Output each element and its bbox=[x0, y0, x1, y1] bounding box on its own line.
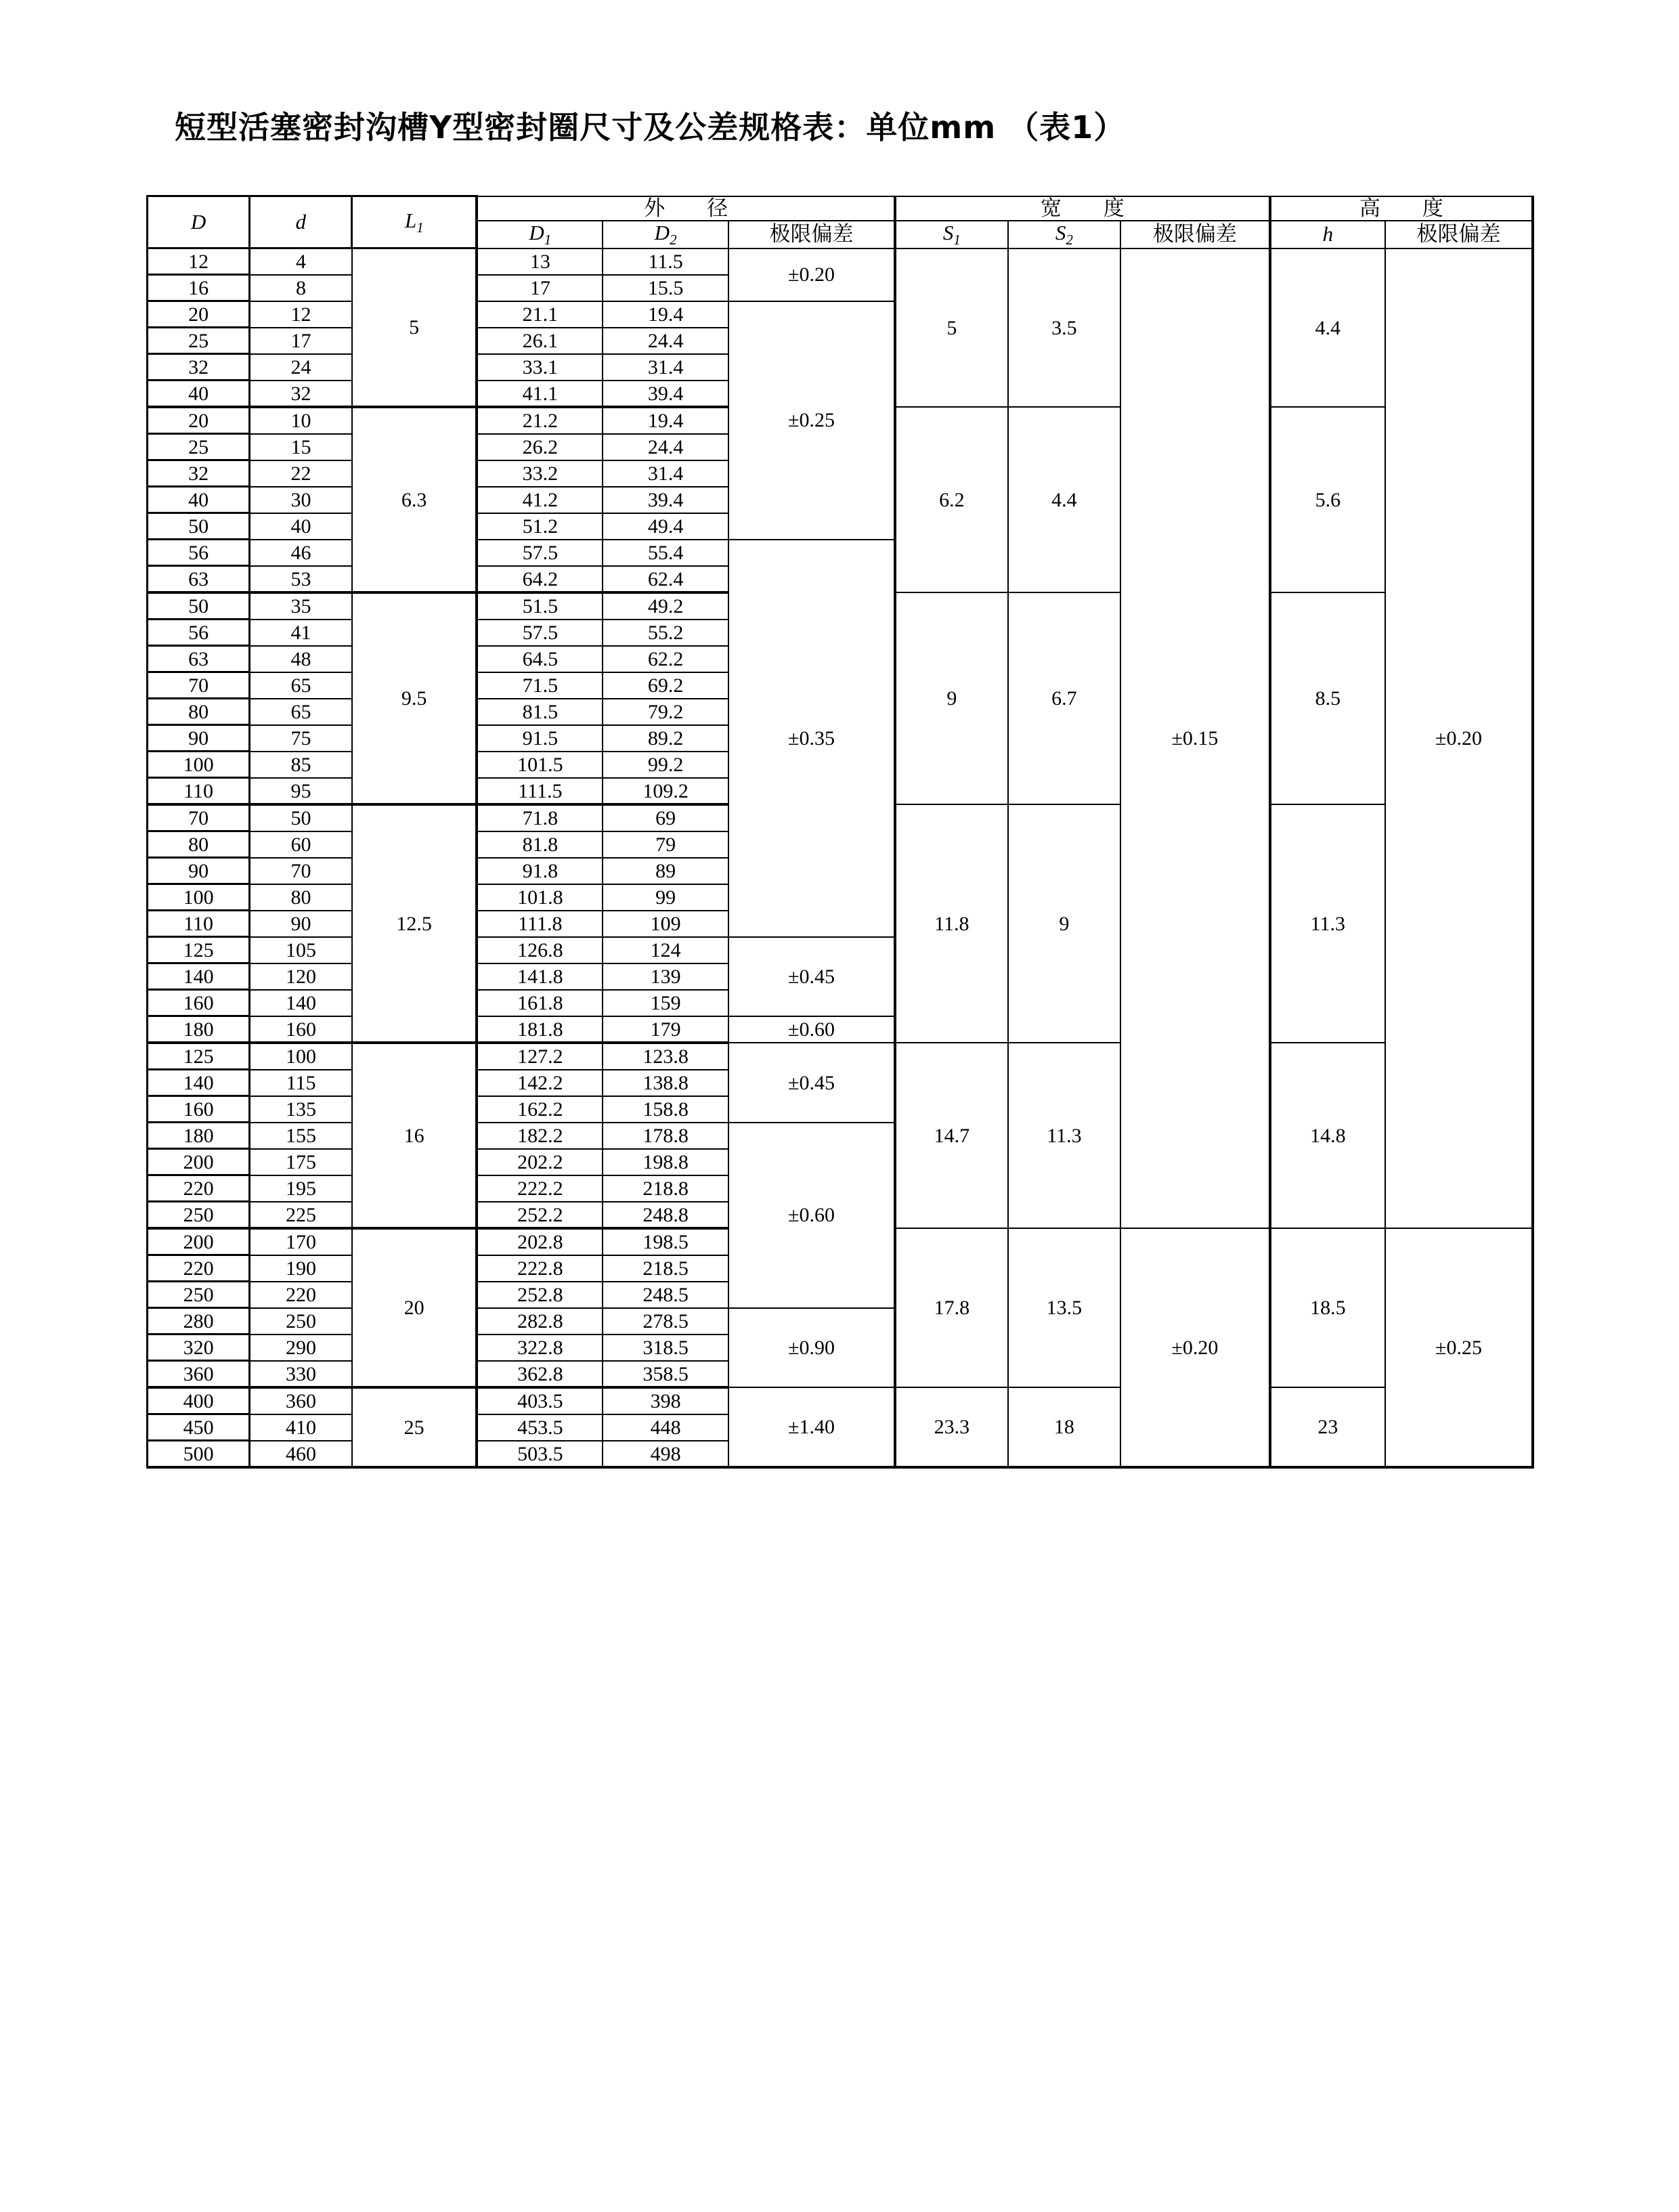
cell-D: 160 bbox=[148, 990, 250, 1016]
cell-D: 450 bbox=[148, 1414, 250, 1441]
cell-L1: 25 bbox=[352, 1387, 477, 1467]
cell-d: 15 bbox=[250, 434, 352, 460]
cell-D: 360 bbox=[148, 1361, 250, 1388]
cell-d: 35 bbox=[250, 592, 352, 620]
cell-S2: 9 bbox=[1008, 804, 1121, 1043]
cell-D2: 89.2 bbox=[603, 725, 728, 752]
cell-D: 63 bbox=[148, 646, 250, 672]
cell-D1: 362.8 bbox=[477, 1361, 603, 1388]
cell-d: 41 bbox=[250, 620, 352, 646]
cell-d: 95 bbox=[250, 778, 352, 805]
cell-D2: 31.4 bbox=[603, 460, 728, 487]
cell-D2: 55.4 bbox=[603, 540, 728, 566]
cell-S1: 14.7 bbox=[895, 1043, 1008, 1228]
cell-d: 105 bbox=[250, 937, 352, 963]
cell-d: 195 bbox=[250, 1175, 352, 1202]
cell-D2: 62.4 bbox=[603, 566, 728, 593]
cell-D: 40 bbox=[148, 487, 250, 513]
cell-tolerance-od: ±0.45 bbox=[728, 1043, 895, 1123]
cell-h: 4.4 bbox=[1270, 248, 1385, 408]
cell-D1: 57.5 bbox=[477, 540, 603, 566]
header-group-outer-diameter: 外 径 bbox=[477, 196, 895, 221]
cell-D1: 403.5 bbox=[477, 1387, 603, 1414]
cell-d: 155 bbox=[250, 1123, 352, 1149]
cell-d: 75 bbox=[250, 725, 352, 752]
cell-D: 56 bbox=[148, 540, 250, 566]
cell-D2: 448 bbox=[603, 1414, 728, 1441]
cell-D1: 453.5 bbox=[477, 1414, 603, 1441]
cell-D1: 252.8 bbox=[477, 1282, 603, 1308]
table-row bbox=[148, 248, 1533, 275]
cell-D2: 19.4 bbox=[603, 301, 728, 328]
header-col-D2: $D_2$ bbox=[603, 221, 728, 248]
cell-D: 180 bbox=[148, 1123, 250, 1149]
cell-D1: 161.8 bbox=[477, 990, 603, 1016]
header-col-tolerance-width: 极限偏差 bbox=[1120, 221, 1269, 248]
cell-d: 220 bbox=[250, 1282, 352, 1308]
cell-D1: 202.8 bbox=[477, 1228, 603, 1255]
cell-D1: 141.8 bbox=[477, 963, 603, 990]
cell-D2: 159 bbox=[603, 990, 728, 1016]
cell-tolerance-od: ±0.90 bbox=[728, 1308, 895, 1388]
cell-D2: 11.5 bbox=[603, 248, 728, 275]
cell-D: 90 bbox=[148, 725, 250, 752]
cell-D2: 158.8 bbox=[603, 1096, 728, 1123]
cell-D2: 318.5 bbox=[603, 1335, 728, 1361]
cell-D1: 13 bbox=[477, 248, 603, 275]
cell-d: 170 bbox=[250, 1228, 352, 1255]
header-col-tolerance-height: 极限偏差 bbox=[1385, 221, 1533, 248]
cell-D: 90 bbox=[148, 858, 250, 884]
cell-D2: 179 bbox=[603, 1016, 728, 1043]
cell-L1: 12.5 bbox=[352, 804, 477, 1043]
cell-d: 53 bbox=[250, 566, 352, 593]
header-col-D1: $D_1$ bbox=[477, 221, 603, 248]
cell-D: 280 bbox=[148, 1308, 250, 1335]
cell-d: 22 bbox=[250, 460, 352, 487]
cell-D2: 19.4 bbox=[603, 407, 728, 434]
cell-D2: 198.8 bbox=[603, 1149, 728, 1175]
cell-d: 46 bbox=[250, 540, 352, 566]
cell-d: 4 bbox=[250, 248, 352, 275]
cell-D2: 39.4 bbox=[603, 381, 728, 408]
cell-D: 110 bbox=[148, 778, 250, 805]
cell-D1: 182.2 bbox=[477, 1123, 603, 1149]
cell-D: 80 bbox=[148, 831, 250, 858]
cell-D: 16 bbox=[148, 275, 250, 301]
cell-D2: 49.4 bbox=[603, 513, 728, 540]
cell-D2: 49.2 bbox=[603, 592, 728, 620]
cell-d: 8 bbox=[250, 275, 352, 301]
cell-D1: 26.1 bbox=[477, 328, 603, 354]
table-body bbox=[148, 248, 1533, 1468]
cell-tolerance-height: ±0.20 bbox=[1385, 248, 1533, 1229]
cell-D2: 124 bbox=[603, 937, 728, 963]
cell-d: 175 bbox=[250, 1149, 352, 1175]
cell-tolerance-od: ±0.60 bbox=[728, 1016, 895, 1043]
cell-d: 460 bbox=[250, 1441, 352, 1468]
cell-D1: 81.5 bbox=[477, 699, 603, 725]
cell-h: 23 bbox=[1270, 1387, 1385, 1467]
cell-h: 18.5 bbox=[1270, 1228, 1385, 1387]
cell-L1: 6.3 bbox=[352, 407, 477, 592]
cell-d: 90 bbox=[250, 911, 352, 937]
cell-D: 220 bbox=[148, 1255, 250, 1282]
header-col-d: d bbox=[250, 196, 352, 248]
cell-D2: 248.8 bbox=[603, 1202, 728, 1229]
cell-tolerance-width: ±0.20 bbox=[1120, 1228, 1269, 1467]
cell-D1: 91.8 bbox=[477, 858, 603, 884]
cell-D2: 138.8 bbox=[603, 1070, 728, 1096]
cell-d: 190 bbox=[250, 1255, 352, 1282]
cell-d: 410 bbox=[250, 1414, 352, 1441]
cell-d: 250 bbox=[250, 1308, 352, 1335]
cell-d: 85 bbox=[250, 752, 352, 778]
cell-D2: 109.2 bbox=[603, 778, 728, 805]
cell-D: 12 bbox=[148, 248, 250, 275]
cell-tolerance-width: ±0.15 bbox=[1120, 248, 1269, 1229]
cell-S2: 3.5 bbox=[1008, 248, 1121, 408]
cell-D1: 126.8 bbox=[477, 937, 603, 963]
cell-tolerance-od: ±0.25 bbox=[728, 301, 895, 540]
cell-D: 100 bbox=[148, 752, 250, 778]
cell-S2: 4.4 bbox=[1008, 407, 1121, 592]
cell-D2: 99 bbox=[603, 884, 728, 911]
cell-d: 120 bbox=[250, 963, 352, 990]
cell-D: 50 bbox=[148, 592, 250, 620]
cell-D1: 51.5 bbox=[477, 592, 603, 620]
cell-h: 8.5 bbox=[1270, 592, 1385, 804]
cell-D: 320 bbox=[148, 1335, 250, 1361]
cell-D: 250 bbox=[148, 1202, 250, 1229]
cell-D1: 64.5 bbox=[477, 646, 603, 672]
cell-d: 12 bbox=[250, 301, 352, 328]
cell-D1: 222.8 bbox=[477, 1255, 603, 1282]
cell-D1: 222.2 bbox=[477, 1175, 603, 1202]
cell-d: 100 bbox=[250, 1043, 352, 1070]
cell-h: 11.3 bbox=[1270, 804, 1385, 1043]
cell-D: 32 bbox=[148, 460, 250, 487]
cell-D: 80 bbox=[148, 699, 250, 725]
cell-D2: 358.5 bbox=[603, 1361, 728, 1388]
cell-S1: 17.8 bbox=[895, 1228, 1008, 1387]
header-col-tolerance-od: 极限偏差 bbox=[728, 221, 895, 248]
cell-D: 160 bbox=[148, 1096, 250, 1123]
cell-D1: 41.2 bbox=[477, 487, 603, 513]
cell-d: 50 bbox=[250, 804, 352, 831]
cell-D2: 15.5 bbox=[603, 275, 728, 301]
table-row bbox=[148, 1043, 1533, 1070]
cell-D: 125 bbox=[148, 937, 250, 963]
table-header bbox=[148, 196, 1533, 248]
cell-d: 17 bbox=[250, 328, 352, 354]
cell-L1: 16 bbox=[352, 1043, 477, 1228]
cell-tolerance-od: ±1.40 bbox=[728, 1387, 895, 1467]
cell-D: 140 bbox=[148, 1070, 250, 1096]
cell-D2: 248.5 bbox=[603, 1282, 728, 1308]
cell-S1: 11.8 bbox=[895, 804, 1008, 1043]
cell-D: 70 bbox=[148, 804, 250, 831]
cell-D: 220 bbox=[148, 1175, 250, 1202]
cell-D1: 111.8 bbox=[477, 911, 603, 937]
cell-S2: 6.7 bbox=[1008, 592, 1121, 804]
cell-D1: 202.2 bbox=[477, 1149, 603, 1175]
cell-D1: 81.8 bbox=[477, 831, 603, 858]
cell-S1: 9 bbox=[895, 592, 1008, 804]
cell-D: 250 bbox=[148, 1282, 250, 1308]
cell-D1: 322.8 bbox=[477, 1335, 603, 1361]
cell-D2: 123.8 bbox=[603, 1043, 728, 1070]
header-group-height: 高 度 bbox=[1270, 196, 1533, 221]
cell-D2: 69 bbox=[603, 804, 728, 831]
cell-tolerance-od: ±0.20 bbox=[728, 248, 895, 301]
cell-D1: 101.8 bbox=[477, 884, 603, 911]
cell-D1: 503.5 bbox=[477, 1441, 603, 1468]
cell-D2: 139 bbox=[603, 963, 728, 990]
cell-D2: 31.4 bbox=[603, 354, 728, 381]
cell-D2: 79.2 bbox=[603, 699, 728, 725]
cell-D1: 41.1 bbox=[477, 381, 603, 408]
cell-d: 40 bbox=[250, 513, 352, 540]
cell-S1: 6.2 bbox=[895, 407, 1008, 592]
cell-D2: 39.4 bbox=[603, 487, 728, 513]
cell-D1: 181.8 bbox=[477, 1016, 603, 1043]
cell-d: 135 bbox=[250, 1096, 352, 1123]
cell-D2: 24.4 bbox=[603, 434, 728, 460]
cell-D: 56 bbox=[148, 620, 250, 646]
cell-D1: 162.2 bbox=[477, 1096, 603, 1123]
cell-S2: 18 bbox=[1008, 1387, 1121, 1467]
cell-D: 20 bbox=[148, 301, 250, 328]
cell-D1: 142.2 bbox=[477, 1070, 603, 1096]
cell-D1: 51.2 bbox=[477, 513, 603, 540]
cell-d: 115 bbox=[250, 1070, 352, 1096]
cell-d: 65 bbox=[250, 699, 352, 725]
cell-d: 80 bbox=[250, 884, 352, 911]
cell-D1: 252.2 bbox=[477, 1202, 603, 1229]
cell-D: 63 bbox=[148, 566, 250, 593]
cell-D1: 71.8 bbox=[477, 804, 603, 831]
cell-S2: 13.5 bbox=[1008, 1228, 1121, 1387]
header-col-S1: $S_1$ bbox=[895, 221, 1008, 248]
cell-tolerance-od: ±0.45 bbox=[728, 937, 895, 1016]
cell-D1: 33.1 bbox=[477, 354, 603, 381]
cell-D: 200 bbox=[148, 1228, 250, 1255]
header-col-S2: $S_2$ bbox=[1008, 221, 1121, 248]
cell-d: 290 bbox=[250, 1335, 352, 1361]
cell-d: 60 bbox=[250, 831, 352, 858]
cell-D: 110 bbox=[148, 911, 250, 937]
cell-D2: 69.2 bbox=[603, 672, 728, 699]
cell-D: 400 bbox=[148, 1387, 250, 1414]
cell-D2: 109 bbox=[603, 911, 728, 937]
cell-h: 14.8 bbox=[1270, 1043, 1385, 1228]
cell-D2: 89 bbox=[603, 858, 728, 884]
seal-spec-table bbox=[146, 195, 1534, 1469]
cell-D: 180 bbox=[148, 1016, 250, 1043]
cell-D1: 21.2 bbox=[477, 407, 603, 434]
cell-L1: 5 bbox=[352, 248, 477, 408]
cell-d: 160 bbox=[250, 1016, 352, 1043]
cell-D2: 178.8 bbox=[603, 1123, 728, 1149]
cell-D1: 26.2 bbox=[477, 434, 603, 460]
header-col-D: D bbox=[148, 196, 250, 248]
cell-D1: 21.1 bbox=[477, 301, 603, 328]
cell-d: 48 bbox=[250, 646, 352, 672]
header-row-top bbox=[148, 196, 1533, 221]
cell-D1: 71.5 bbox=[477, 672, 603, 699]
cell-D: 200 bbox=[148, 1149, 250, 1175]
cell-D2: 55.2 bbox=[603, 620, 728, 646]
cell-D1: 111.5 bbox=[477, 778, 603, 805]
cell-D2: 278.5 bbox=[603, 1308, 728, 1335]
cell-D1: 282.8 bbox=[477, 1308, 603, 1335]
cell-D2: 218.8 bbox=[603, 1175, 728, 1202]
cell-D2: 218.5 bbox=[603, 1255, 728, 1282]
cell-d: 65 bbox=[250, 672, 352, 699]
cell-D1: 64.2 bbox=[477, 566, 603, 593]
cell-D2: 398 bbox=[603, 1387, 728, 1414]
cell-D2: 99.2 bbox=[603, 752, 728, 778]
cell-S2: 11.3 bbox=[1008, 1043, 1121, 1228]
cell-tolerance-height: ±0.25 bbox=[1385, 1228, 1533, 1467]
cell-D: 50 bbox=[148, 513, 250, 540]
cell-D: 25 bbox=[148, 434, 250, 460]
cell-d: 10 bbox=[250, 407, 352, 434]
cell-tolerance-od: ±0.35 bbox=[728, 540, 895, 937]
cell-D2: 498 bbox=[603, 1441, 728, 1468]
cell-D1: 101.5 bbox=[477, 752, 603, 778]
table-row bbox=[148, 1387, 1533, 1414]
header-col-L1: $L_1$ bbox=[352, 196, 477, 248]
cell-D1: 57.5 bbox=[477, 620, 603, 646]
cell-h: 5.6 bbox=[1270, 407, 1385, 592]
cell-d: 30 bbox=[250, 487, 352, 513]
cell-S1: 5 bbox=[895, 248, 1008, 408]
cell-D: 100 bbox=[148, 884, 250, 911]
cell-D: 20 bbox=[148, 407, 250, 434]
cell-D: 140 bbox=[148, 963, 250, 990]
cell-D: 125 bbox=[148, 1043, 250, 1070]
cell-L1: 9.5 bbox=[352, 592, 477, 804]
cell-d: 140 bbox=[250, 990, 352, 1016]
cell-D1: 17 bbox=[477, 275, 603, 301]
cell-S1: 23.3 bbox=[895, 1387, 1008, 1467]
cell-D2: 62.2 bbox=[603, 646, 728, 672]
cell-D2: 79 bbox=[603, 831, 728, 858]
cell-d: 24 bbox=[250, 354, 352, 381]
cell-D1: 127.2 bbox=[477, 1043, 603, 1070]
cell-D: 40 bbox=[148, 381, 250, 408]
cell-D2: 24.4 bbox=[603, 328, 728, 354]
cell-D2: 198.5 bbox=[603, 1228, 728, 1255]
page-title: 短型活塞密封沟槽Y型密封圈尺寸及公差规格表：单位mm （表1） bbox=[175, 109, 1126, 146]
cell-D1: 91.5 bbox=[477, 725, 603, 752]
cell-d: 360 bbox=[250, 1387, 352, 1414]
cell-L1: 20 bbox=[352, 1228, 477, 1387]
header-col-h: h bbox=[1270, 221, 1385, 248]
header-group-width: 宽 度 bbox=[895, 196, 1270, 221]
cell-D: 25 bbox=[148, 328, 250, 354]
spec-table-container bbox=[146, 195, 1534, 1469]
cell-d: 32 bbox=[250, 381, 352, 408]
cell-d: 70 bbox=[250, 858, 352, 884]
cell-D: 32 bbox=[148, 354, 250, 381]
cell-D1: 33.2 bbox=[477, 460, 603, 487]
cell-tolerance-od: ±0.60 bbox=[728, 1123, 895, 1308]
cell-D: 500 bbox=[148, 1441, 250, 1468]
cell-d: 330 bbox=[250, 1361, 352, 1388]
cell-D: 70 bbox=[148, 672, 250, 699]
cell-d: 225 bbox=[250, 1202, 352, 1229]
